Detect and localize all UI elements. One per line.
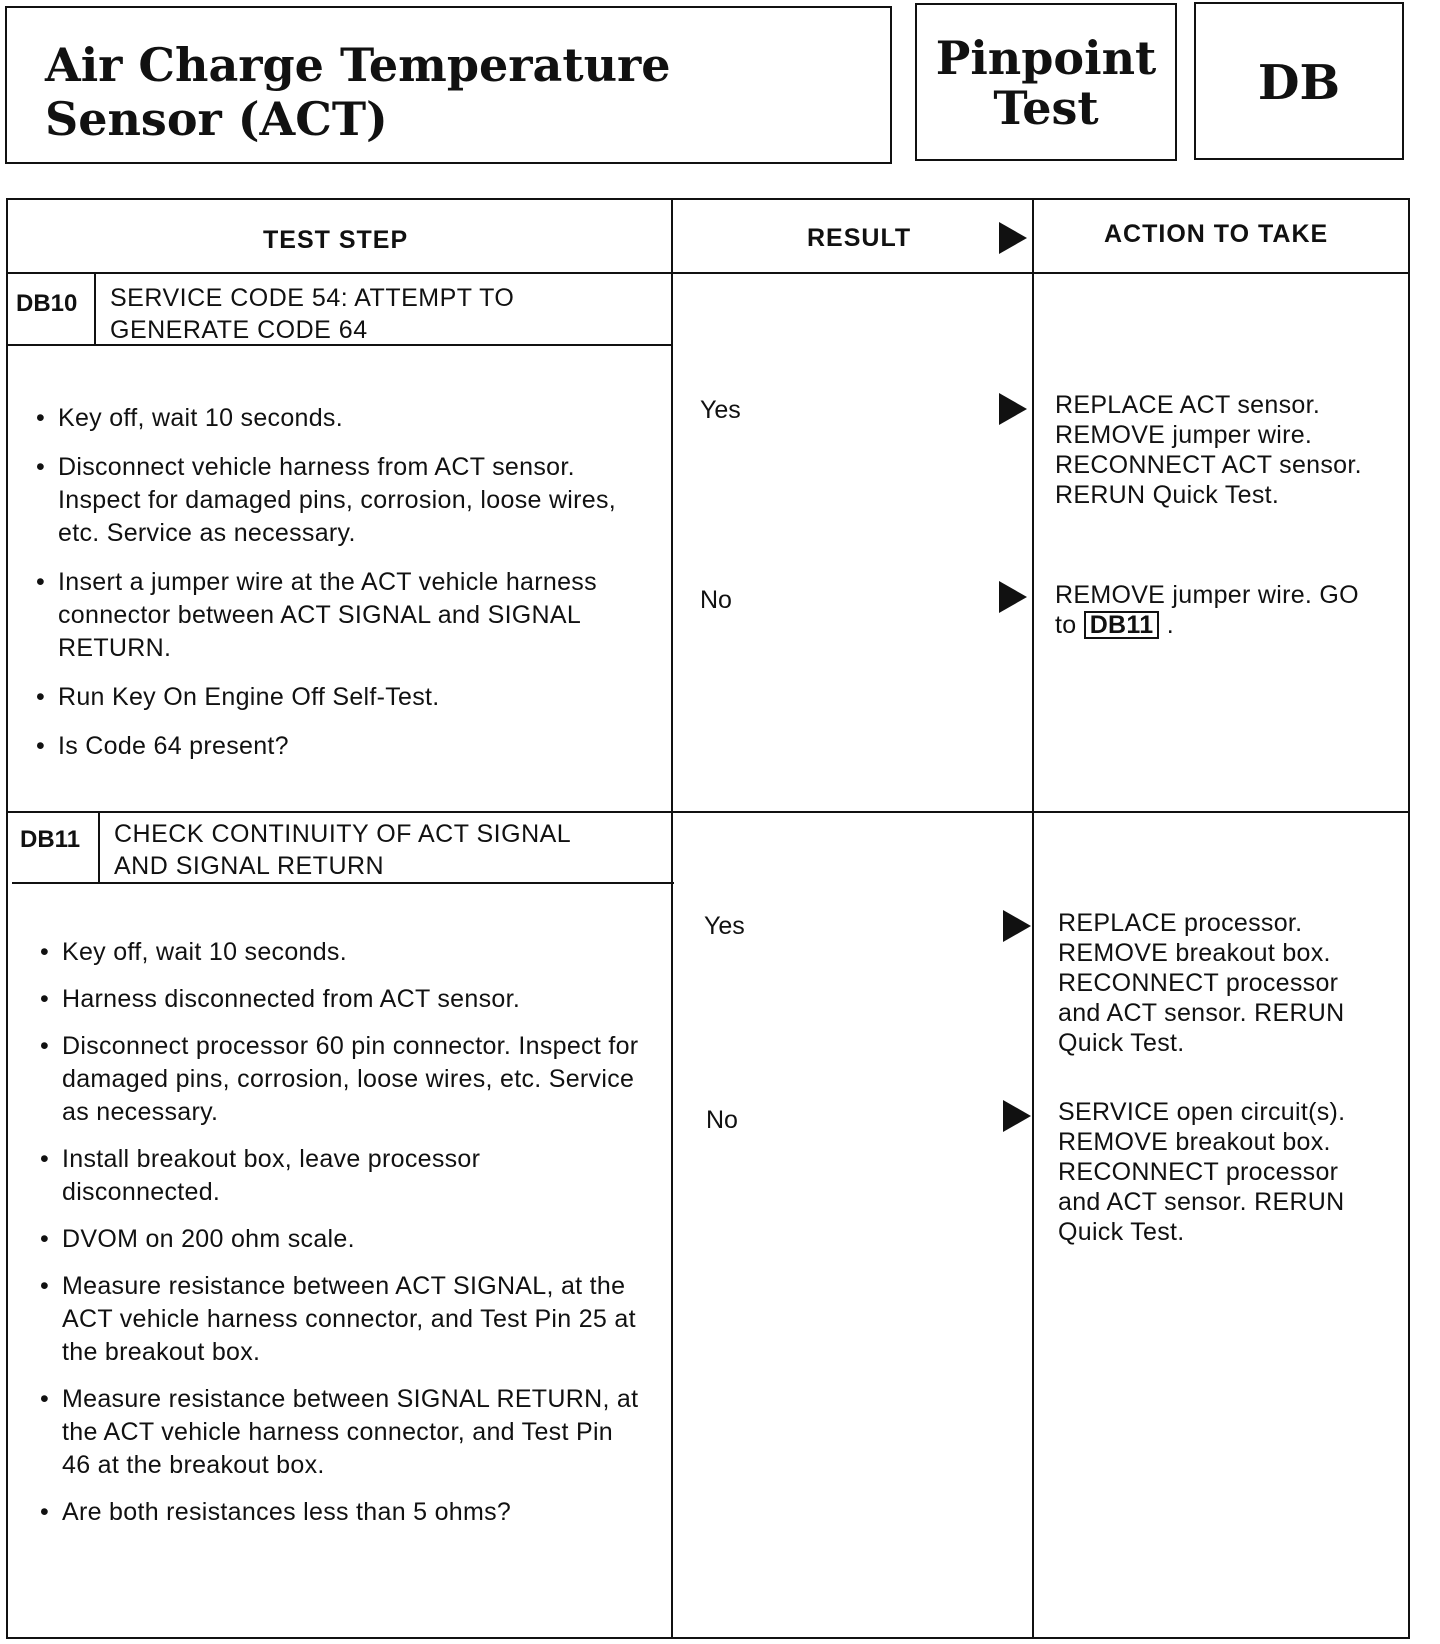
step-title-db10 xyxy=(110,282,514,346)
list-item: • Is Code 64 present? xyxy=(36,730,656,763)
step-code-divider-db10 xyxy=(94,273,96,346)
result-yes-db10: Yes xyxy=(700,396,741,424)
result-no-db10: No xyxy=(700,586,732,614)
header-rule xyxy=(8,272,1408,274)
test-code: DB xyxy=(1257,55,1341,111)
action-yes-db11: REPLACE processor. REMOVE breakout box. RECONNECT processor and ACT sensor. RERUN Quick Test. xyxy=(1058,909,1345,1057)
action-no-db10 xyxy=(1055,580,1385,640)
step-title-db11-line-1: CHECK CONTINUITY OF ACT SIGNAL xyxy=(114,820,572,848)
step-instructions-db11 xyxy=(40,936,660,1529)
step-code-db10: DB10 xyxy=(16,290,78,317)
list-item: • Run Key On Engine Off Self-Test. xyxy=(36,681,656,714)
result-no-db11: No xyxy=(706,1106,738,1134)
column-divider-2 xyxy=(1032,200,1034,1637)
step-title-db11 xyxy=(114,818,571,882)
pinpoint-test-box xyxy=(915,3,1177,161)
list-item: • Install breakout box, leave processor disconnected. xyxy=(40,1143,562,1209)
step-title-rule-db11 xyxy=(12,882,674,884)
header-result: RESULT xyxy=(807,224,912,252)
title-line-1: Air Charge Temperature xyxy=(45,38,671,92)
test-code-box xyxy=(1194,2,1404,160)
header-test-step: TEST STEP xyxy=(263,226,409,254)
action-no-db10-text: REMOVE jumper wire. GO to xyxy=(1055,581,1359,639)
pinpoint-test-label xyxy=(917,33,1175,133)
list-item: • Key off, wait 10 seconds. xyxy=(36,402,656,435)
test-table xyxy=(6,198,1410,1639)
column-divider-1 xyxy=(671,200,673,1637)
list-item: • Are both resistances less than 5 ohms? xyxy=(40,1496,660,1529)
result-arrow-icon xyxy=(999,581,1027,613)
list-item: • Insert a jumper wire at the ACT vehicle harness connector between ACT SIGNAL and SIGNAL RETURN. xyxy=(36,566,656,665)
list-item: • Disconnect vehicle harness from ACT sensor. Inspect for damaged pins, corrosion, loose wires, etc. Service as necessary. xyxy=(36,451,656,550)
step-code-db11: DB11 xyxy=(20,826,81,853)
step-title-db10-line-2: GENERATE CODE 64 xyxy=(110,316,368,344)
pinpoint-line-2: Test xyxy=(993,81,1099,135)
pinpoint-line-1: Pinpoint xyxy=(935,31,1157,85)
step-title-db11-line-2: AND SIGNAL RETURN xyxy=(114,852,385,880)
list-item: • Measure resistance between SIGNAL RETURN, at the ACT vehicle harness connector, and Test Pin 46 at the breakout box. xyxy=(40,1383,642,1482)
title-box xyxy=(5,6,892,164)
row-divider xyxy=(8,811,1408,813)
step-reference-db11[interactable]: DB11 xyxy=(1084,611,1160,639)
page-title xyxy=(45,38,671,146)
result-yes-db11: Yes xyxy=(704,912,745,940)
result-arrow-icon xyxy=(1003,1100,1031,1132)
header-result-arrow-icon xyxy=(999,222,1027,254)
step-title-db10-line-1: SERVICE CODE 54: ATTEMPT TO xyxy=(110,284,515,312)
action-yes-db10: REPLACE ACT sensor. REMOVE jumper wire. RECONNECT ACT sensor. RERUN Quick Test. xyxy=(1055,391,1362,509)
list-item: • Measure resistance between ACT SIGNAL, at the ACT vehicle harness connector, and Test Pin 25 at the breakout box. xyxy=(40,1270,660,1369)
list-item: • Key off, wait 10 seconds. xyxy=(40,936,660,969)
step-code-divider-db11 xyxy=(98,812,100,884)
list-item: • Disconnect processor 60 pin connector. Inspect for damaged pins, corrosion, loose wires, etc. Service as necessary. xyxy=(40,1030,660,1129)
list-item: • DVOM on 200 ohm scale. xyxy=(40,1223,660,1256)
action-no-db11: SERVICE open circuit(s). REMOVE breakout box. RECONNECT processor and ACT sensor. RERUN Quick Test. xyxy=(1058,1098,1346,1246)
title-line-2: Sensor (ACT) xyxy=(45,92,388,146)
result-arrow-icon xyxy=(1003,910,1031,942)
step-instructions-db10 xyxy=(36,402,656,763)
header-action: ACTION TO TAKE xyxy=(1104,220,1329,248)
result-arrow-icon xyxy=(999,393,1027,425)
action-no-db10-suffix: . xyxy=(1166,611,1174,639)
list-item: • Harness disconnected from ACT sensor. xyxy=(40,983,660,1016)
